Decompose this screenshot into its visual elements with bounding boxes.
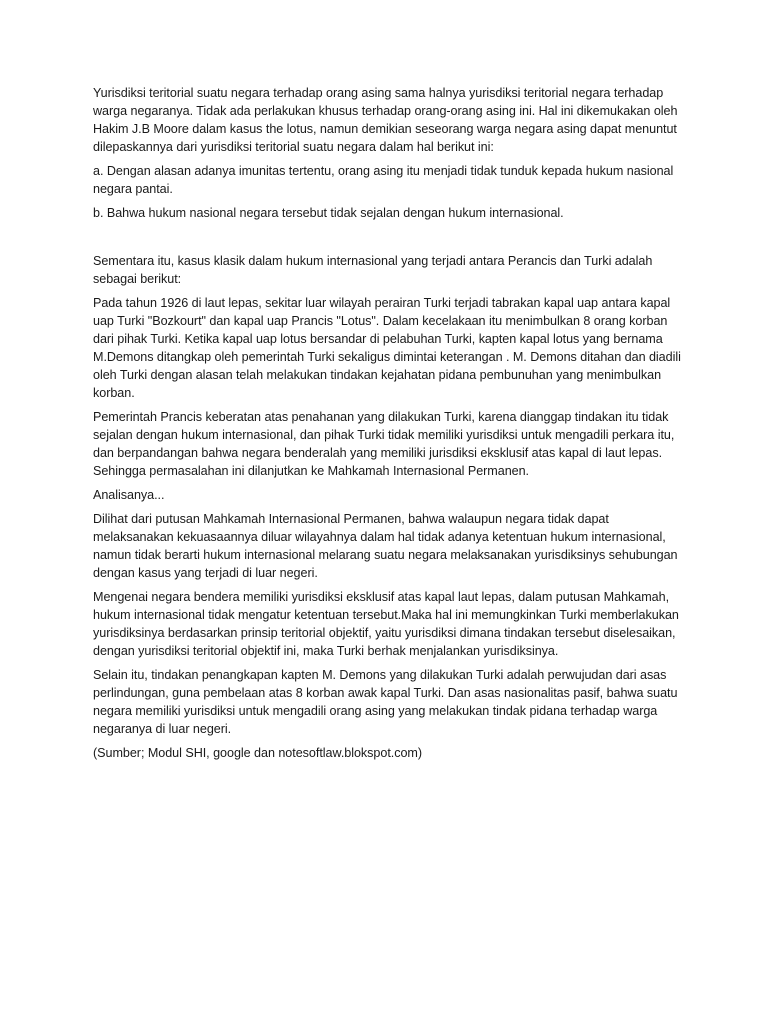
paragraph-point-b: b. Bahwa hukum nasional negara tersebut tidak sejalan dengan hukum internasional.: [93, 206, 564, 220]
paragraph-analysis-court: Dilihat dari putusan Mahkamah Internasional Permanen, bahwa walaupun negara tidak dapat melaksanakan kekuasaannya diluar wilayahnya dalam hal tidak adanya ketentuan hukum internasional, namun tidak berarti hukum internasional melarang suatu negara melaksanakan yurisdiksinys sehubungan dengan kasus yang terjadi di luar negeri.: [93, 512, 678, 580]
document-body: [93, 84, 683, 768]
paragraph-source: (Sumber; Modul SHI, google dan notesoftlaw.blokspot.com): [93, 746, 423, 760]
paragraph-analysis-protection: Selain itu, tindakan penangkapan kapten M. Demons yang dilakukan Turki adalah perwujudan dari asas perlindungan, guna pembelaan atas 8 korban awak kapal Turki. Dan asas nasionalitas pasif, bahwa suatu negara memiliki yurisdiksi untuk mengadili orang asing yang melakukan tindak pidana terhadap warga negaranya di luar negeri.: [93, 668, 678, 736]
paragraph-case-intro: Sementara itu, kasus klasik dalam hukum internasional yang terjadi antara Perancis dan Turki adalah sebagai berikut:: [93, 254, 653, 286]
paragraph-intro: Yurisdiksi teritorial suatu negara terhadap orang asing sama halnya yurisdiksi teritorial negara terhadap warga negaranya. Tidak ada perlakukan khusus terhadap orang-orang asing ini. Hal ini dikemukakan oleh Hakim J.B Moore dalam kasus the lotus, namun demikian seseorang warga negara asing dapat menuntut dilepaskannya dari yurisdiksi teritorial suatu negara dalam hal berikut ini:: [93, 86, 678, 154]
paragraph-point-a: a. Dengan alasan adanya imunitas tertentu, orang asing itu menjadi tidak tunduk kepada hukum nasional negara pantai.: [93, 164, 674, 196]
paragraph-analysis-flag-state: Mengenai negara bendera memiliki yurisdiksi eksklusif atas kapal laut lepas, dalam putusan Mahkamah, hukum internasional tidak mengatur ketentuan tersebut.Maka hal ini memungkinkan Turki memberlakukan yurisdiksinya berdasarkan prinsip teritorial objektif, yaitu yurisdiksi dimana tindakan tersebut diselesaikan, dengan yurisdiksi teritorial objektif ini, maka Turki berhak menjalankan yurisdiksinya.: [93, 590, 679, 658]
paragraph-france-objection: Pemerintah Prancis keberatan atas penahanan yang dilakukan Turki, karena dianggap tindakan itu tidak sejalan dengan hukum internasional, dan pihak Turki tidak memiliki yurisdiksi untuk mengadili perkara itu, dan berpandangan bahwa negara benderalah yang memiliki jurisdiksi eksklusif atas kapal di laut lepas. Sehingga permasalahan ini dilanjutkan ke Mahkamah Internasional Permanen.: [93, 410, 675, 478]
paragraph-analysis-heading: Analisanya...: [93, 488, 165, 502]
paragraph-case-facts: Pada tahun 1926 di laut lepas, sekitar luar wilayah perairan Turki terjadi tabrakan kapal uap antara kapal uap Turki "Bozkourt" dan kapal uap Prancis "Lotus". Dalam kecelakaan itu menimbulkan 8 orang korban dari pihak Turki. Ketika kapal uap lotus bersandar di pelabuhan Turki, kapten kapal lotus yang bernama M.Demons ditangkap oleh pemerintah Turki sekaligus dimintai keterangan . M. Demons ditahan dan diadili oleh Turki dengan alasan telah melakukan tindakan kejahatan pidana pembunuhan yang menimbulkan korban.: [93, 296, 681, 400]
